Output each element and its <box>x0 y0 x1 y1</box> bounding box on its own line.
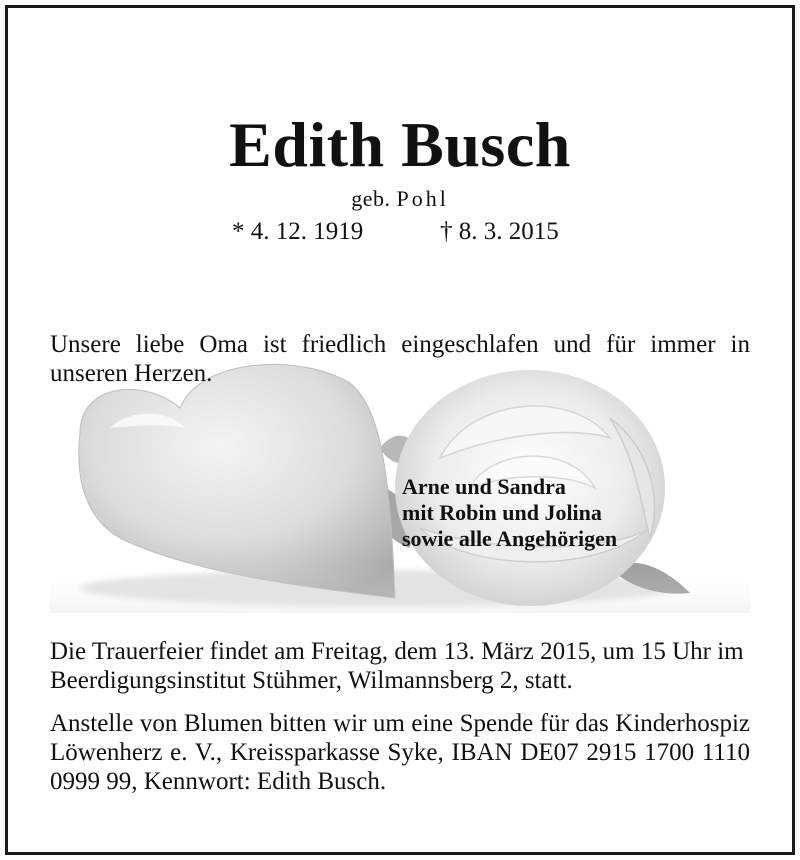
maiden-surname: Pohl <box>396 186 449 211</box>
maiden-prefix: geb. <box>351 186 391 211</box>
deceased-name: Edith Busch <box>229 109 571 180</box>
death-date: † 8. 3. 2015 <box>440 218 559 245</box>
survivor-line: sowie alle Angehörigen <box>402 526 618 551</box>
memorial-message: Unsere liebe Oma ist friedlich eingeschlafen und für immer in unseren Herzen. <box>50 331 750 387</box>
birth-date: * 4. 12. 1919 <box>232 218 364 245</box>
survivors-list <box>402 474 617 552</box>
photo-fade <box>50 563 750 613</box>
donation-request: Anstelle von Blumen bitten wir um eine Spende für das Kinderhospiz Löwenherz e. V., Kreissparkasse Syke, IBAN DE07 2915 1700 1110 0999 99, Kennwort: Edith Busch. <box>50 710 750 795</box>
maiden-name <box>0 186 800 212</box>
funeral-info: Die Trauerfeier findet am Freitag, dem 13. März 2015, um 15 Uhr im Beerdigungsinstitut Stühmer, Wilmannsberg 2, statt. <box>50 638 744 694</box>
stone-heart <box>79 364 395 598</box>
survivor-line: Arne und Sandra <box>402 474 566 499</box>
survivor-line: mit Robin und Jolina <box>402 500 602 525</box>
